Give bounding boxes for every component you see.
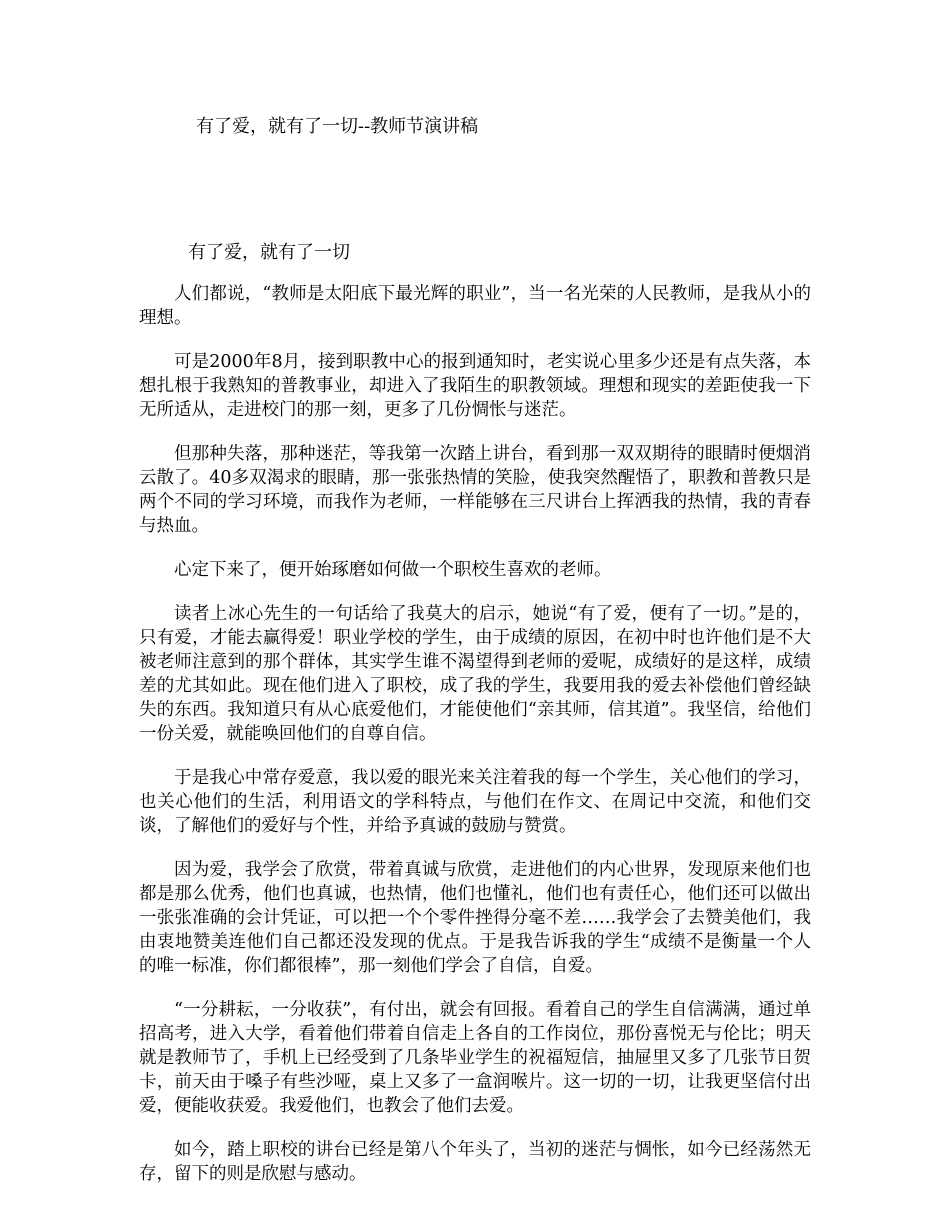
document-subtitle: 有了爱，就有了一切 — [188, 242, 350, 263]
paragraph-6: 于是我心中常存爱意，我以爱的眼光来关注着我的每一个学生，关心他们的学习，也关心他们的生活，利用语文的学科特点，与他们在作文、在周记中交流，和他们交谈，了解他们的爱好与个性，并给予真诚的鼓励与赞赏。 — [139, 768, 811, 836]
paragraph-4: 心定下来了，便开始琢磨如何做一个职校生喜欢的老师。 — [174, 560, 612, 580]
paragraph-5: 读者上冰心先生的一句话给了我莫大的启示，她说“有了爱，便有了一切。”是的，只有爱，才能去赢得爱！职业学校的学生，由于成绩的原因，在初中时也许他们是不大被老师注意到的那个群体，其实学生谁不渴望得到老师的爱呢，成绩好的是这样，成绩差的尤其如此。现在他们进入了职校，成了我的学生，我要用我的爱去补偿他们曾经缺失的东西。我知道只有从心底爱他们，才能使他们“亲其师，信其道”。我坚信，给他们一份关爱，就能唤回他们的自尊自信。 — [139, 604, 811, 744]
document-title: 有了爱，就有了一切--教师节演讲稿 — [196, 116, 479, 137]
paragraph-8: “一分耕耘，一分收获”，有付出，就会有回报。看着自己的学生自信满满，通过单招高考，进入大学，看着他们带着自信走上各自的工作岗位，那份喜悦无与伦比；明天就是教师节了，手机上已经受到了几条毕业学生的祝福短信，抽屉里又多了几张节日贺卡，前天由于嗓子有些沙哑，桌上又多了一盒润喉片。这一切的一切，让我更坚信付出爱，便能收获爱。我爱他们，也教会了他们去爱。 — [139, 1000, 811, 1116]
document-body — [139, 282, 811, 1206]
paragraph-9: 如今，踏上职校的讲台已经是第八个年头了，当初的迷茫与惆怅，如今已经荡然无存，留下的则是欣慰与感动。 — [139, 1140, 811, 1184]
paragraph-7: 因为爱，我学会了欣赏，带着真诚与欣赏，走进他们的内心世界，发现原来他们也都是那么优秀，他们也真诚，也热情，他们也懂礼，他们也有责任心，他们还可以做出一张张准确的会计凭证，可以把一个个零件挫得分毫不差……我学会了去赞美他们，我由衷地赞美连他们自己都还没发现的优点。于是我告诉我的学生“成绩不是衡量一个人的唯一标准，你们都很棒”，那一刻他们学会了自信，自爱。 — [139, 860, 811, 976]
paragraph-1: 人们都说，“教师是太阳底下最光辉的职业”，当一名光荣的人民教师，是我从小的理想。 — [139, 284, 811, 328]
paragraph-3: 但那种失落，那种迷茫，等我第一次踏上讲台，看到那一双双期待的眼睛时便烟消云散了。40多双渴求的眼睛，那一张张热情的笑脸，使我突然醒悟了，职教和普教只是两个不同的学习环境，而我作为老师，一样能够在三尺讲台上挥洒我的热情，我的青春与热血。 — [139, 444, 811, 536]
paragraph-2: 可是2000年8月，接到职教中心的报到通知时，老实说心里多少还是有点失落，本想扎根于我熟知的普教事业，却进入了我陌生的职教领域。理想和现实的差距使我一下无所适从，走进校门的那一刻，更多了几份惆怅与迷茫。 — [139, 352, 811, 420]
